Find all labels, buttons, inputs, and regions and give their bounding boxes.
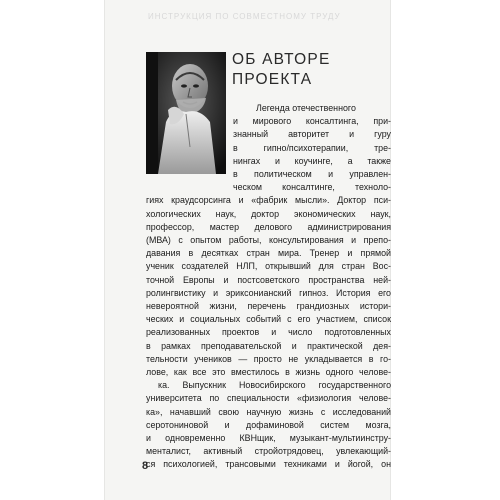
text-line: знанный авторитет и гуру [233, 129, 391, 140]
heading-line-1: ОБ АВТОРЕ [232, 51, 331, 68]
text-line: тельности учеников — просто не укладывается в го- [146, 353, 391, 364]
text-line: в рамках преподавательской и практической дея- [146, 340, 391, 351]
section-heading [232, 50, 330, 90]
bleed-through-text: ИНСТРУКЦИЯ ПО СОВМЕСТНОМУ ТРУДУ [148, 12, 341, 21]
text-line: ка», начавший свою научную жизнь с исследований [146, 406, 391, 417]
text-line: менталист, активный стройотрядовец, увлекающий- [146, 446, 391, 457]
text-line: ческих и социальных событий с его участием, список [146, 314, 391, 325]
text-line: ся психологией, трансовыми техниками и йогой, он [146, 459, 391, 470]
text-line: и одновременно КВНщик, музыкант-мультиинстру- [146, 433, 391, 444]
text-line: лове, как все это вместилось в жизнь одного челове- [146, 367, 391, 378]
text-line: невероятной жизни, перечень грандиозных истори- [146, 301, 391, 312]
text-line: в гипно/психотерапии, тре- [233, 142, 391, 153]
text-line: ка. Выпускник Новосибирского государственного [158, 380, 391, 391]
text-line: профессор, мастер делового администрирования [146, 221, 391, 232]
text-line: ролингвистику и эриксонианский гипноз. История его [146, 287, 391, 298]
text-line: и мирового консалтинга, при- [233, 116, 391, 127]
heading-line-2: ПРОЕКТА [232, 71, 313, 88]
text-line: в политическом и управлен- [233, 169, 391, 180]
text-line: ученик создателей НЛП, открывший для стран Вос- [146, 261, 391, 272]
text-line: серотониновой и дофаминовой систем мозга, [146, 419, 391, 430]
text-line: ческом консалтинге, техноло- [233, 182, 391, 193]
text-line: (МВА) с опытом работы, консультирования и препо- [146, 235, 391, 246]
text-line: реализованных проектов и число подготовленных [146, 327, 391, 338]
text-line: давания в десятках стран мира. Тренер и прямой [146, 248, 391, 259]
page-number: 8 [142, 460, 149, 472]
text-line: хологических наук, доктор экономических наук, [146, 208, 391, 219]
text-line: нингах и коучинге, а также [233, 155, 391, 166]
text-line: точной Европы и постсоветского пространства ней- [146, 274, 391, 285]
author-bio [146, 102, 391, 472]
text-line: Легенда отечественного [256, 103, 356, 113]
text-line: университета по специальности «физиология челове- [146, 393, 391, 404]
text-line: гиях краудсорсинга и «фабрик мысли». Доктор пси- [146, 195, 391, 206]
